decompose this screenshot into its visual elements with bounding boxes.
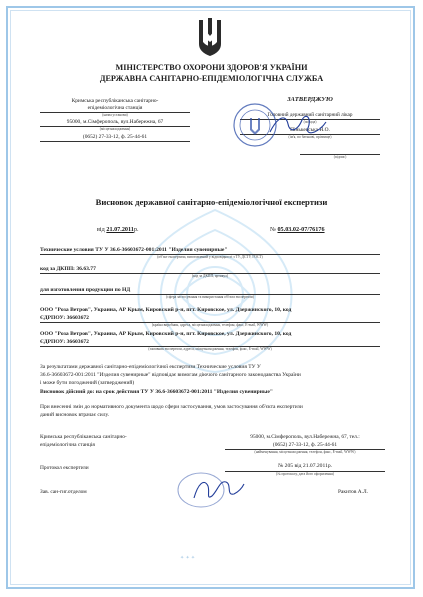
footer-issuer-line2: епідеміологічна станція — [40, 442, 95, 448]
number-row — [270, 226, 325, 233]
issuer-name-line1: Кримська республіканська санітарно- — [71, 98, 159, 104]
date-row — [97, 226, 139, 233]
approval-caption-signature: (підпис) — [333, 155, 347, 159]
number-value: 05.03.02-07/76176 — [277, 226, 325, 233]
document-title: Висновок державної санітарно-епідеміологічної експертизи — [95, 197, 328, 207]
object-caption: (об'єкт експертизи, виготовлений у відповідності з ТУ, ДСТУ, ГОСТ) — [157, 255, 263, 259]
service-title: ДЕРЖАВНА САНІТАРНО-ЕПІДЕМІОЛОГІЧНА СЛУЖБА — [99, 74, 324, 83]
approval-caption-position: (посада) — [303, 120, 317, 124]
applicant-caption: (замовник експертизи, адреса, місцезнаходження, телефон, факс, E-mail, WWW) — [148, 347, 272, 351]
issuer-phone: (0652) 27-33-12, ф. 25-44-61 — [82, 134, 148, 140]
note-line1: При внесенні змін до нормативного документа щодо сфери застосування, умов застосування об'єкта експертизи — [40, 404, 303, 410]
note-line2: даний висновок втрачає силу. — [40, 412, 110, 418]
result-line3: і може бути погоджений (затверджений) — [40, 380, 135, 386]
result-line1: За результатами державної санітарно-епідеміологічної експертизи Технические условия ТУ У — [40, 364, 261, 370]
protocol-caption: (№ протоколу, дата його оформлення) — [276, 472, 334, 476]
approval-name: Пінькевська Н.О. — [290, 127, 330, 133]
result-line2: 36.6-36603672-001:2011 "Изделия сувенирные" відповідає вимогам діючого санітарного законодавства України — [40, 372, 301, 378]
code-caption: (код за ДКПП, артикул) — [191, 274, 229, 278]
issuer-address: 95000, м.Сімферополь, вул.Набережна, 67 — [66, 119, 164, 125]
protocol-label: Протокол експертизи — [40, 465, 89, 471]
manufacturer-caption: (країна виробник, адреса, місцезнаходження, телефон, факс, E-mail, WWW) — [151, 323, 269, 327]
manufacturer-line1: ООО "Роза Ветров", Украина, АР Крым, Кировский р-н, пгт. Кировское, ул. Дзержинского, 10, код — [40, 307, 292, 313]
footer-phone: (0652) 27-33-12, ф. 25-44-61 — [272, 442, 338, 448]
issuer-caption-name: (назва установи) — [102, 113, 128, 117]
approval-position: Головний державний санітарний лікар — [267, 112, 353, 118]
date-suffix: р. — [133, 226, 139, 233]
footer-ornament: ✦ ✦ ✦ — [180, 556, 196, 561]
number-label: № — [270, 226, 276, 233]
purpose-text: для изготовления продукции по НД — [40, 287, 131, 293]
signoff-name: Ракитов А.Л. — [338, 489, 369, 495]
applicant-line2: ЄДРПОУ: 36603672 — [40, 339, 89, 345]
ministry-title: МІНІСТЕРСТВО ОХОРОНИ ЗДОРОВ'Я УКРАЇНИ — [115, 63, 308, 72]
footer-issuer-line1: Кримська республіканська санітарно- — [40, 434, 127, 440]
date-value: 21.07.2011 — [106, 226, 134, 233]
footer-caption: (найменування, місцезнаходження, телефон, факс, E-mail, WWW) — [254, 450, 356, 454]
signoff-label: Зав. сан-гиг.отделом — [40, 489, 87, 495]
code-text: код за ДКПП: 36.63.77 — [40, 266, 96, 272]
protocol-value: № 205 від 21.07.2011р. — [277, 463, 333, 469]
manufacturer-line2: ЄДРПОУ: 36603672 — [40, 315, 89, 321]
footer-address: 95000, м.Сімферополь, вул.Набережна, 67, тел.: — [250, 434, 360, 440]
applicant-line1: ООО "Роза Ветров", Украина, АР Крым, Кировский р-н, пгт. Кировское, ул. Дзержинского, 10, код — [40, 331, 292, 337]
object-text: Технические условия ТУ У 36.6-36603672-001:2011 "Изделия сувенирные" — [40, 247, 228, 253]
approval-caption-name: (ім'я, по батькові, прізвище) — [288, 135, 332, 139]
result-validity: Висновок дійсний до: на срок действия ТУ У 36.6-36603672-001:2011 "Изделия сувенирные" — [40, 389, 273, 395]
issuer-caption-address: (місцезнаходження) — [99, 127, 131, 131]
approval-title: ЗАТВЕРДЖУЮ — [287, 96, 333, 103]
purpose-caption: (сфера застосування та використання об'єкта експертизи) — [166, 295, 254, 299]
date-label: від — [97, 226, 105, 233]
issuer-name-line2: епідеміологічна станція — [87, 105, 143, 111]
